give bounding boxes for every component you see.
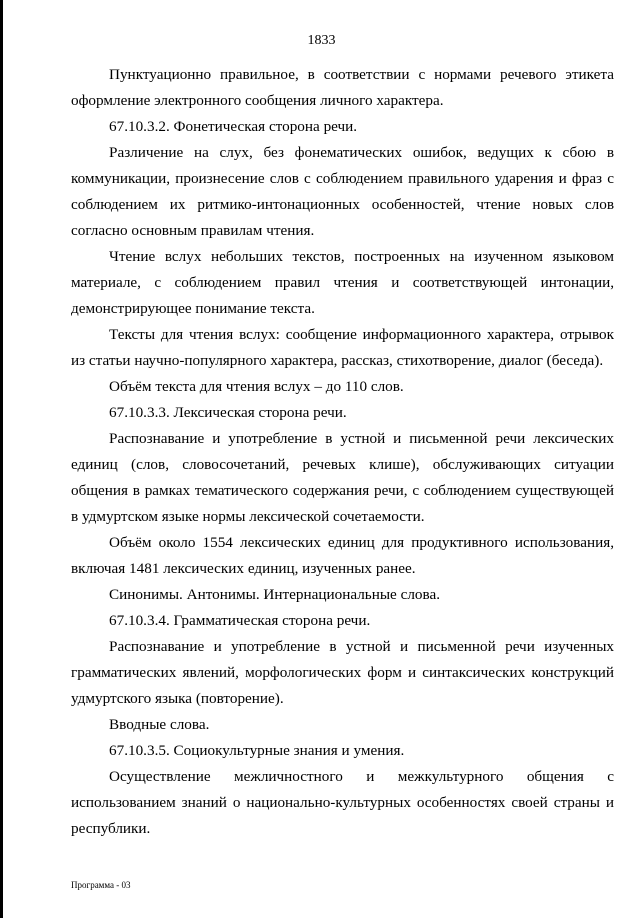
page-number: 1833	[307, 33, 336, 48]
paragraph-synonyms: Синонимы. Антонимы. Интернациональные слова.	[109, 586, 441, 603]
paragraph-lexical-usage: Распознавание и употребление в устной и письменной речи лексических единиц (слов, словосочетаний, речевых клише), обслуживающих ситуации общения в рамках тематического содержания речи, с соблюдением существующей в удмуртском языке нормы лексической сочетаемости.	[71, 430, 614, 525]
paragraph-reading-aloud: Чтение вслух небольших текстов, построенных на изученном языковом материале, с соблюдением правил чтения и соответствующей интонации, демонстрирующее понимание текста.	[71, 248, 614, 317]
section-heading-grammar: 67.10.3.4. Грамматическая сторона речи.	[109, 612, 371, 629]
paragraph-reading-texts: Тексты для чтения вслух: сообщение информационного характера, отрывок из статьи научно-популярного характера, рассказ, стихотворение, диалог (беседа).	[71, 326, 614, 369]
section-heading-sociocultural: 67.10.3.5. Социокультурные знания и умения.	[109, 742, 405, 759]
paragraph-intercultural-communication: Осуществление межличностного и межкультурного общения с использованием знаний о национально-культурных особенностях своей страны и республики.	[71, 768, 614, 837]
section-heading-lexical: 67.10.3.3. Лексическая сторона речи.	[109, 404, 347, 421]
paragraph-introductory-words: Вводные слова.	[109, 716, 210, 733]
paragraph-phonetic-discrimination: Различение на слух, без фонематических ошибок, ведущих к сбою в коммуникации, произнесение слов с соблюдением правильного ударения и фраз с соблюдением их ритмико-интонационных особенностей, чтение новых слов согласно основным правилам чтения.	[71, 144, 614, 239]
paragraph-lexical-volume: Объём около 1554 лексических единиц для продуктивного использования, включая 1481 лексических единиц, изученных ранее.	[71, 534, 614, 577]
footer-program-label: Программа - 03	[71, 880, 131, 890]
paragraph-reading-volume: Объём текста для чтения вслух – до 110 слов.	[109, 378, 404, 395]
paragraph-punctuation: Пунктуационно правильное, в соответствии с нормами речевого этикета оформление электронного сообщения личного характера.	[71, 66, 614, 109]
section-heading-phonetics: 67.10.3.2. Фонетическая сторона речи.	[109, 118, 358, 135]
paragraph-grammar-usage: Распознавание и употребление в устной и письменной речи изученных грамматических явлений, морфологических форм и синтаксических конструкций удмуртского языка (повторение).	[71, 638, 614, 707]
document-body	[71, 62, 614, 842]
